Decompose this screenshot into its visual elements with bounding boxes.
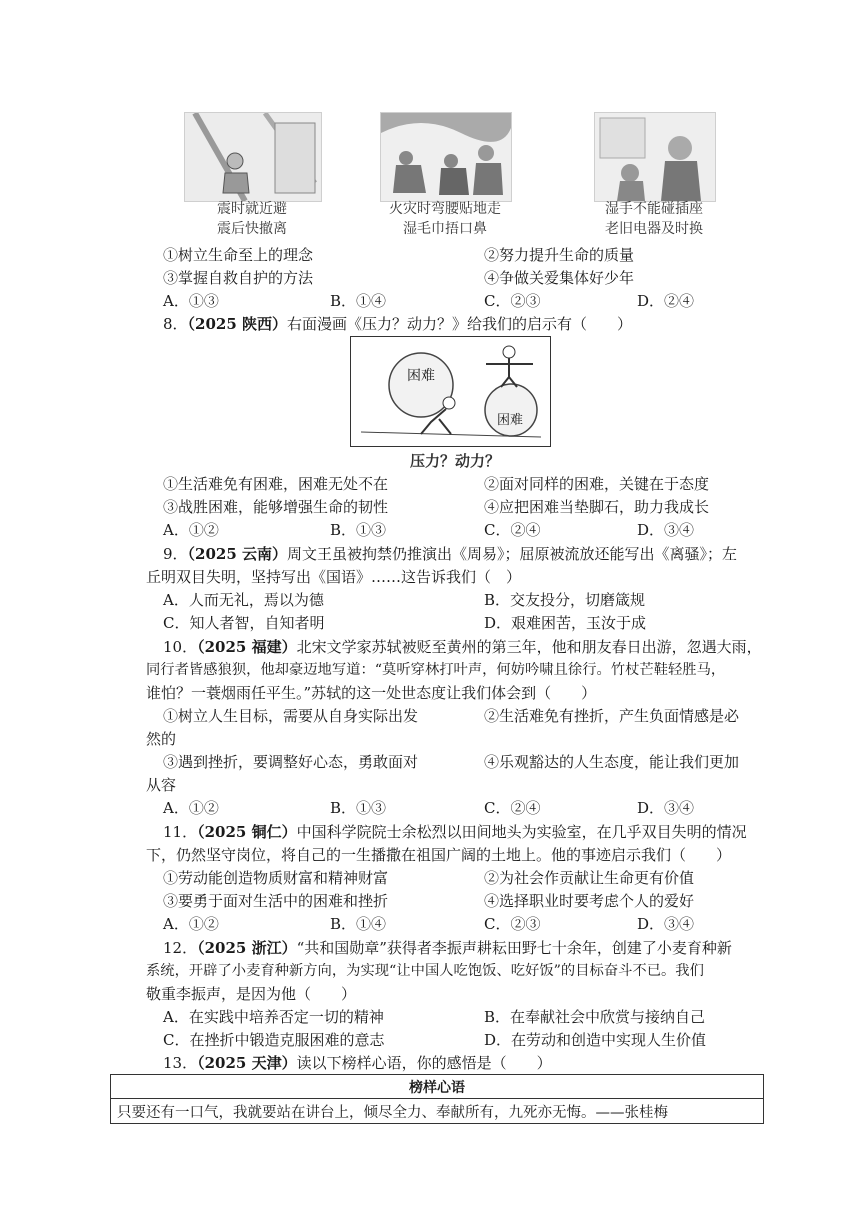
question-number: 12． — [163, 939, 198, 957]
statement: ③遇到挫折，要调整好心态，勇敢面对 — [163, 753, 419, 771]
question-number: 10． — [163, 638, 198, 656]
option-d[interactable]: D．③④ — [637, 915, 695, 933]
option-c[interactable]: C．在挫折中锻造克服困难的意志 — [163, 1031, 385, 1049]
role-model-quote-box — [110, 1074, 764, 1124]
image-caption — [370, 199, 520, 239]
option-b[interactable]: B．①③ — [330, 799, 387, 817]
image-caption — [170, 199, 334, 239]
option-d[interactable]: D．②④ — [637, 292, 695, 310]
statement: ④选择职业时要考虑个人的爱好 — [484, 892, 695, 910]
question-12-line-2: 系统，开辟了小麦育种新方向，为实现“让中国人吃饱饭、吃好饭”的目标奋斗不已。我们 — [146, 963, 704, 979]
caption-line-2: 老旧电器及时换 — [605, 221, 703, 237]
option-d[interactable]: D．艰难困苦，玉汝于成 — [484, 614, 647, 632]
caption-line-2: 震后快撤离 — [217, 221, 287, 237]
ball-label-right: 困难 — [497, 413, 524, 428]
question-10-line-1 — [163, 636, 762, 657]
question-source: （2025 天津） — [197, 1054, 297, 1072]
question-text: 中国科学院院士余松烈以田间地头为实验室，在几乎双目失明的情况 — [296, 823, 747, 841]
question-9-line-2: 丘明双目失明，坚持写出《国语》……这告诉我们（ ） — [146, 568, 522, 586]
question-source: （2025 铜仁） — [197, 823, 297, 841]
question-number: 11． — [163, 823, 198, 841]
statement: ②面对同样的困难，关键在于态度 — [484, 475, 710, 493]
option-a[interactable]: A．在实践中培养否定一切的精神 — [163, 1008, 384, 1026]
electrical-safety-illustration — [594, 112, 716, 202]
question-text: “共和国勋章”获得者李振声耕耘田野七十余年，创建了小麦育种新 — [296, 939, 732, 957]
earthquake-drawing — [185, 113, 321, 201]
statement: ③战胜困难，能够增强生命的韧性 — [163, 498, 389, 516]
question-number: 13． — [163, 1054, 198, 1072]
question-12-line-1 — [163, 937, 732, 958]
question-11-line-1 — [163, 821, 747, 842]
option-c[interactable]: C．②④ — [484, 799, 541, 817]
option-a[interactable]: A．①② — [163, 799, 219, 817]
question-source: （2025 浙江） — [197, 939, 297, 957]
question-text: 右面漫画《压力？动力？》给我们的启示有（ ） — [287, 315, 633, 333]
question-source: （2025 福建） — [197, 638, 297, 656]
statement: ①树立生命至上的理念 — [163, 246, 314, 264]
question-8-stem — [163, 313, 632, 334]
cartoon-drawing — [351, 337, 550, 446]
statement: ③要勇于面对生活中的困难和挫折 — [163, 892, 389, 910]
question-12-line-3: 敬重李振声，是因为他（ ） — [146, 985, 357, 1003]
question-13-stem — [163, 1052, 552, 1073]
question-10-line-3: 谁怕？一蓑烟雨任平生。”苏轼的这一处世态度让我们体会到（ ） — [146, 684, 597, 702]
statement: ②努力提升生命的质量 — [484, 246, 635, 264]
question-source: （2025 陕西） — [187, 315, 288, 333]
option-b[interactable]: B．交友投分，切磨箴规 — [484, 591, 646, 609]
image-caption — [584, 199, 724, 239]
question-source: （2025 云南） — [187, 545, 288, 563]
statement: ④乐观豁达的人生态度，能让我们更加 — [484, 753, 740, 771]
option-a[interactable]: A．①② — [163, 915, 219, 933]
option-b[interactable]: B．①④ — [330, 292, 387, 310]
option-a[interactable]: A．人而无礼，焉以为德 — [163, 591, 324, 609]
question-text: 读以下榜样心语，你的感悟是（ ） — [296, 1054, 552, 1072]
option-a[interactable]: A．①② — [163, 521, 219, 539]
caption-line-1: 湿手不能碰插座 — [605, 201, 703, 217]
statement: ③掌握自救自护的方法 — [163, 269, 314, 287]
electrical-safety-drawing — [595, 113, 715, 201]
quote-box-title: 榜样心语 — [409, 1080, 465, 1096]
option-c[interactable]: C．知人者智，自知者明 — [163, 614, 325, 632]
fire-escape-illustration — [380, 112, 512, 202]
pressure-cartoon — [350, 336, 551, 447]
statement: ②为社会作贡献让生命更有价值 — [484, 869, 695, 887]
option-c[interactable]: C．②③ — [484, 915, 541, 933]
question-10-line-2: 同行者皆感狼狈，他却豪迈地写道：“莫听穿林打叶声，何妨吟啸且徐行。竹杖芒鞋轻胜马， — [146, 662, 726, 678]
cartoon-caption: 压力？动力？ — [410, 452, 501, 470]
statement: ①树立人生目标，需要从自身实际出发 — [163, 707, 419, 725]
quote-box-divider — [111, 1098, 763, 1099]
question-number: 8． — [163, 315, 188, 333]
earthquake-illustration — [184, 112, 322, 202]
statement: ①劳动能创造物质财富和精神财富 — [163, 869, 389, 887]
option-c[interactable]: C．②④ — [484, 521, 541, 539]
question-text: 周文王虽被拘禁仍推演出《周易》；屈原被流放还能写出《离骚》；左 — [287, 545, 738, 563]
option-b[interactable]: B．①③ — [330, 521, 387, 539]
question-9-line-1 — [163, 543, 737, 564]
ball-label-left: 困难 — [407, 368, 435, 384]
option-a[interactable]: A．①③ — [163, 292, 219, 310]
option-b[interactable]: B．在奉献社会中欣赏与接纳自己 — [484, 1008, 706, 1026]
caption-line-1: 火灾时弯腰贴地走 — [389, 201, 501, 217]
question-number: 9． — [163, 545, 188, 563]
option-b[interactable]: B．①④ — [330, 915, 387, 933]
quote-text: 只要还有一口气，我就要站在讲台上，倾尽全力、奉献所有，九死亦无悔。——张桂梅 — [117, 1105, 668, 1121]
option-d[interactable]: D．在劳动和创造中实现人生价值 — [484, 1031, 707, 1049]
fire-escape-drawing — [381, 113, 511, 201]
statement-continued: 从容 — [146, 776, 177, 794]
option-d[interactable]: D．③④ — [637, 799, 695, 817]
question-11-line-2: 下，仍然坚守岗位，将自己的一生播撒在祖国广阔的土地上。他的事迹启示我们（ ） — [146, 846, 732, 864]
caption-line-1: 震时就近避 — [217, 201, 287, 217]
caption-line-2: 湿毛巾捂口鼻 — [403, 221, 487, 237]
question-text: 北宋文学家苏轼被贬至黄州的第三年，他和朋友春日出游，忽遇大雨， — [296, 638, 762, 656]
statement: ④争做关爱集体好少年 — [484, 269, 635, 287]
option-d[interactable]: D．③④ — [637, 521, 695, 539]
statement-continued: 然的 — [146, 730, 177, 748]
statement: ②生活难免有挫折，产生负面情感是必 — [484, 707, 740, 725]
statement: ④应把困难当垫脚石，助力我成长 — [484, 498, 710, 516]
statement: ①生活难免有困难，困难无处不在 — [163, 475, 389, 493]
option-c[interactable]: C．②③ — [484, 292, 541, 310]
